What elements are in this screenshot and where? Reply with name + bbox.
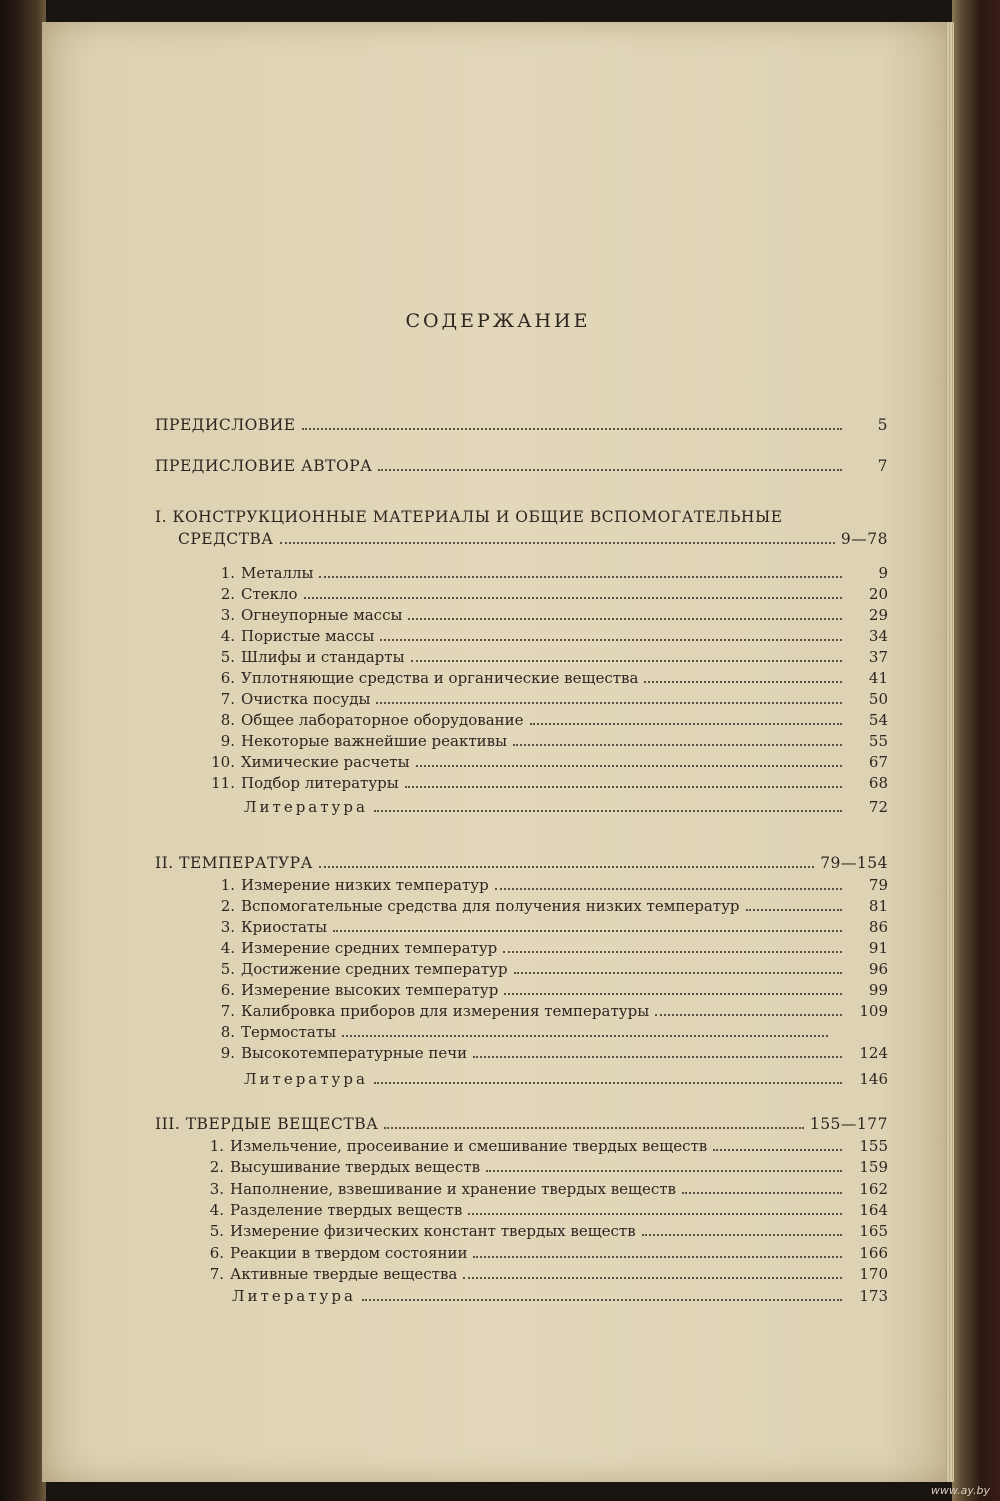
item-number: 3. [220,606,235,624]
book-binding-right [952,0,1000,1501]
item-number: 6. [220,669,235,687]
page-number: 29 [868,606,888,624]
item-number: 1. [220,564,235,582]
item-label: Калибровка приборов для измерения температуры [241,1002,650,1020]
chapter-1-item [205,585,888,603]
page-number: 79—154 [820,854,888,872]
page-number: 155 [859,1137,888,1155]
page-number: 37 [868,648,888,666]
chapter-2-item [205,918,888,936]
page-title: СОДЕРЖАНИЕ [405,310,591,332]
leader-dots [514,971,842,974]
item-number: 6. [220,981,235,999]
item-number: 5. [220,648,235,666]
item-label: II. ТЕМПЕРАТУРА [155,854,313,872]
item-label: Некоторые важнейшие реактивы [241,732,508,750]
leader-dots [319,575,842,578]
chapter-1-item [205,648,888,666]
leader-dots [304,596,842,599]
leader-dots [374,809,842,812]
item-number: 2. [220,585,235,603]
page-number: 20 [868,585,888,603]
item-label: Стекло [241,585,298,603]
item-label: Огнеупорные массы [241,606,403,624]
chapter-3-literature [232,1287,888,1305]
item-number: 7. [220,1002,235,1020]
leader-dots [405,785,842,788]
item-number: 2. [220,897,235,915]
watermark: www.ay.by [930,1484,990,1497]
page-number: 55 [868,732,888,750]
leader-dots [342,1034,828,1037]
leader-dots [463,1276,842,1279]
item-label: Пористые массы [241,627,375,645]
leader-dots [378,468,842,471]
item-label: Активные твердые вещества [230,1265,458,1283]
page-number: 96 [868,960,888,978]
page-number: 67 [868,753,888,771]
chapter-1-literature [244,798,888,816]
leader-dots [374,1081,842,1084]
chapter-2-item [205,1044,888,1062]
item-number: 4. [209,1201,224,1219]
leader-dots [642,1233,842,1236]
leader-dots [468,1212,842,1215]
page-number: 9—78 [840,530,888,548]
item-label: Литература [244,798,368,816]
leader-dots [655,1013,842,1016]
item-label: Реакции в твердом состоянии [230,1244,468,1262]
chapter-2-item [205,939,888,957]
item-label: Литература [244,1070,368,1088]
toc-preface [155,416,888,434]
item-label: Общее лабораторное оборудование [241,711,524,729]
leader-dots [416,764,842,767]
page-number: 164 [859,1201,888,1219]
item-number: 9. [220,732,235,750]
item-label: Криостаты [241,918,328,936]
leader-dots [473,1055,842,1058]
leader-dots [503,950,842,953]
item-number: 9. [220,1044,235,1062]
item-label: Измерение низких температур [241,876,489,894]
chapter-3-item [196,1222,888,1240]
chapter-2-heading [155,854,888,872]
page-number: 86 [868,918,888,936]
item-number: 4. [220,939,235,957]
leader-dots [411,659,842,662]
page-number: 109 [859,1002,888,1020]
leader-dots [376,701,842,704]
leader-dots [513,743,842,746]
book-binding-left [0,0,46,1501]
page-number: 79 [868,876,888,894]
item-label: Подбор литературы [241,774,399,792]
item-number: 1. [220,876,235,894]
item-label: Достижение средних температур [241,960,508,978]
chapter-3-item [196,1137,888,1155]
chapter-2-item [205,960,888,978]
leader-dots [495,887,842,890]
item-label: ПРЕДИСЛОВИЕ [155,416,296,434]
item-label: III. ТВЕРДЫЕ ВЕЩЕСТВА [155,1115,379,1133]
page-number: 155—177 [809,1115,888,1133]
page-number: 173 [859,1287,888,1305]
page-number: 165 [859,1222,888,1240]
leader-dots [486,1169,842,1172]
chapter-1-item [205,627,888,645]
item-label: ПРЕДИСЛОВИЕ АВТОРА [155,457,373,475]
item-label: Шлифы и стандарты [241,648,405,666]
item-label: Термостаты [241,1023,337,1041]
page-number: 166 [859,1244,888,1262]
chapter-2-item [205,981,888,999]
leader-dots [333,929,842,932]
item-label: СРЕДСТВА [178,530,274,548]
page-number: 68 [868,774,888,792]
leader-dots [384,1126,804,1129]
chapter-1-item [205,732,888,750]
leader-dots [530,722,842,725]
table-of-contents [42,22,954,1482]
chapter-1-item [205,711,888,729]
chapter-2-item [205,1023,888,1041]
item-number: 8. [220,1023,235,1041]
chapter-3-item [196,1180,888,1198]
chapter-1-heading-line2 [178,530,888,548]
item-label: Разделение твердых веществ [230,1201,463,1219]
leader-dots [713,1148,842,1151]
page-number: 72 [868,798,888,816]
chapter-3-item [196,1158,888,1176]
page-number: 162 [859,1180,888,1198]
leader-dots [319,865,814,868]
item-label: Высушивание твердых веществ [230,1158,481,1176]
item-label: Наполнение, взвешивание и хранение твердых веществ [230,1180,676,1198]
chapter-1-heading-line1 [155,508,838,526]
item-number: 2. [209,1158,224,1176]
chapter-1-item [205,669,888,687]
leader-dots [380,638,842,641]
chapter-2-literature [244,1070,888,1088]
page-number: 54 [868,711,888,729]
item-number: 10. [211,753,235,771]
item-label: Уплотняющие средства и органические вещества [241,669,639,687]
item-label: Вспомогательные средства для получения низких температур [241,897,740,915]
chapter-1-item [205,564,888,582]
chapter-1-item [205,606,888,624]
item-label: Измерение физических констант твердых веществ [230,1222,636,1240]
leader-dots [504,992,842,995]
leader-dots [280,541,835,544]
leader-dots [473,1255,842,1258]
page-number: 159 [859,1158,888,1176]
item-label: Высокотемпературные печи [241,1044,468,1062]
item-label: Измерение высоких температур [241,981,499,999]
chapter-1-item [205,774,888,792]
item-label: Измельчение, просеивание и смешивание твердых веществ [230,1137,708,1155]
page-number: 34 [868,627,888,645]
item-number: 7. [209,1265,224,1283]
item-label: Литература [232,1287,356,1305]
book-page [42,22,954,1482]
leader-dots [746,908,842,911]
page-number: 91 [868,939,888,957]
item-label: Измерение средних температур [241,939,498,957]
chapter-3-item [196,1244,888,1262]
page-number: 41 [868,669,888,687]
page-number: 81 [868,897,888,915]
page-number: 124 [859,1044,888,1062]
item-number: 7. [220,690,235,708]
item-label: Химические расчеты [241,753,410,771]
item-number: 5. [209,1222,224,1240]
item-label: Очистка посуды [241,690,371,708]
page-number: 5 [877,416,888,434]
item-label: Металлы [241,564,314,582]
item-number: 6. [209,1244,224,1262]
chapter-2-item [205,897,888,915]
page-number: 99 [868,981,888,999]
page-number: 146 [859,1070,888,1088]
page-number: 170 [859,1265,888,1283]
page-number: 50 [868,690,888,708]
page-number: 7 [877,457,888,475]
chapter-2-item [205,876,888,894]
leader-dots [408,617,842,620]
item-number: 8. [220,711,235,729]
leader-dots [644,680,842,683]
page-number: 9 [878,564,888,582]
chapter-1-item [205,753,888,771]
leader-dots [682,1191,842,1194]
chapter-3-heading [155,1115,888,1133]
item-number: 4. [220,627,235,645]
item-label: I. КОНСТРУКЦИОННЫЕ МАТЕРИАЛЫ И ОБЩИЕ ВСПОМОГАТЕЛЬНЫЕ [155,508,783,526]
chapter-1-item [205,690,888,708]
chapter-2-item [205,1002,888,1020]
item-number: 3. [220,918,235,936]
item-number: 5. [220,960,235,978]
item-number: 11. [211,774,235,792]
leader-dots [302,427,842,430]
toc-author-preface [155,457,888,475]
item-number: 3. [209,1180,224,1198]
chapter-3-item [196,1201,888,1219]
chapter-3-item [196,1265,888,1283]
leader-dots [362,1298,842,1301]
item-number: 1. [209,1137,224,1155]
